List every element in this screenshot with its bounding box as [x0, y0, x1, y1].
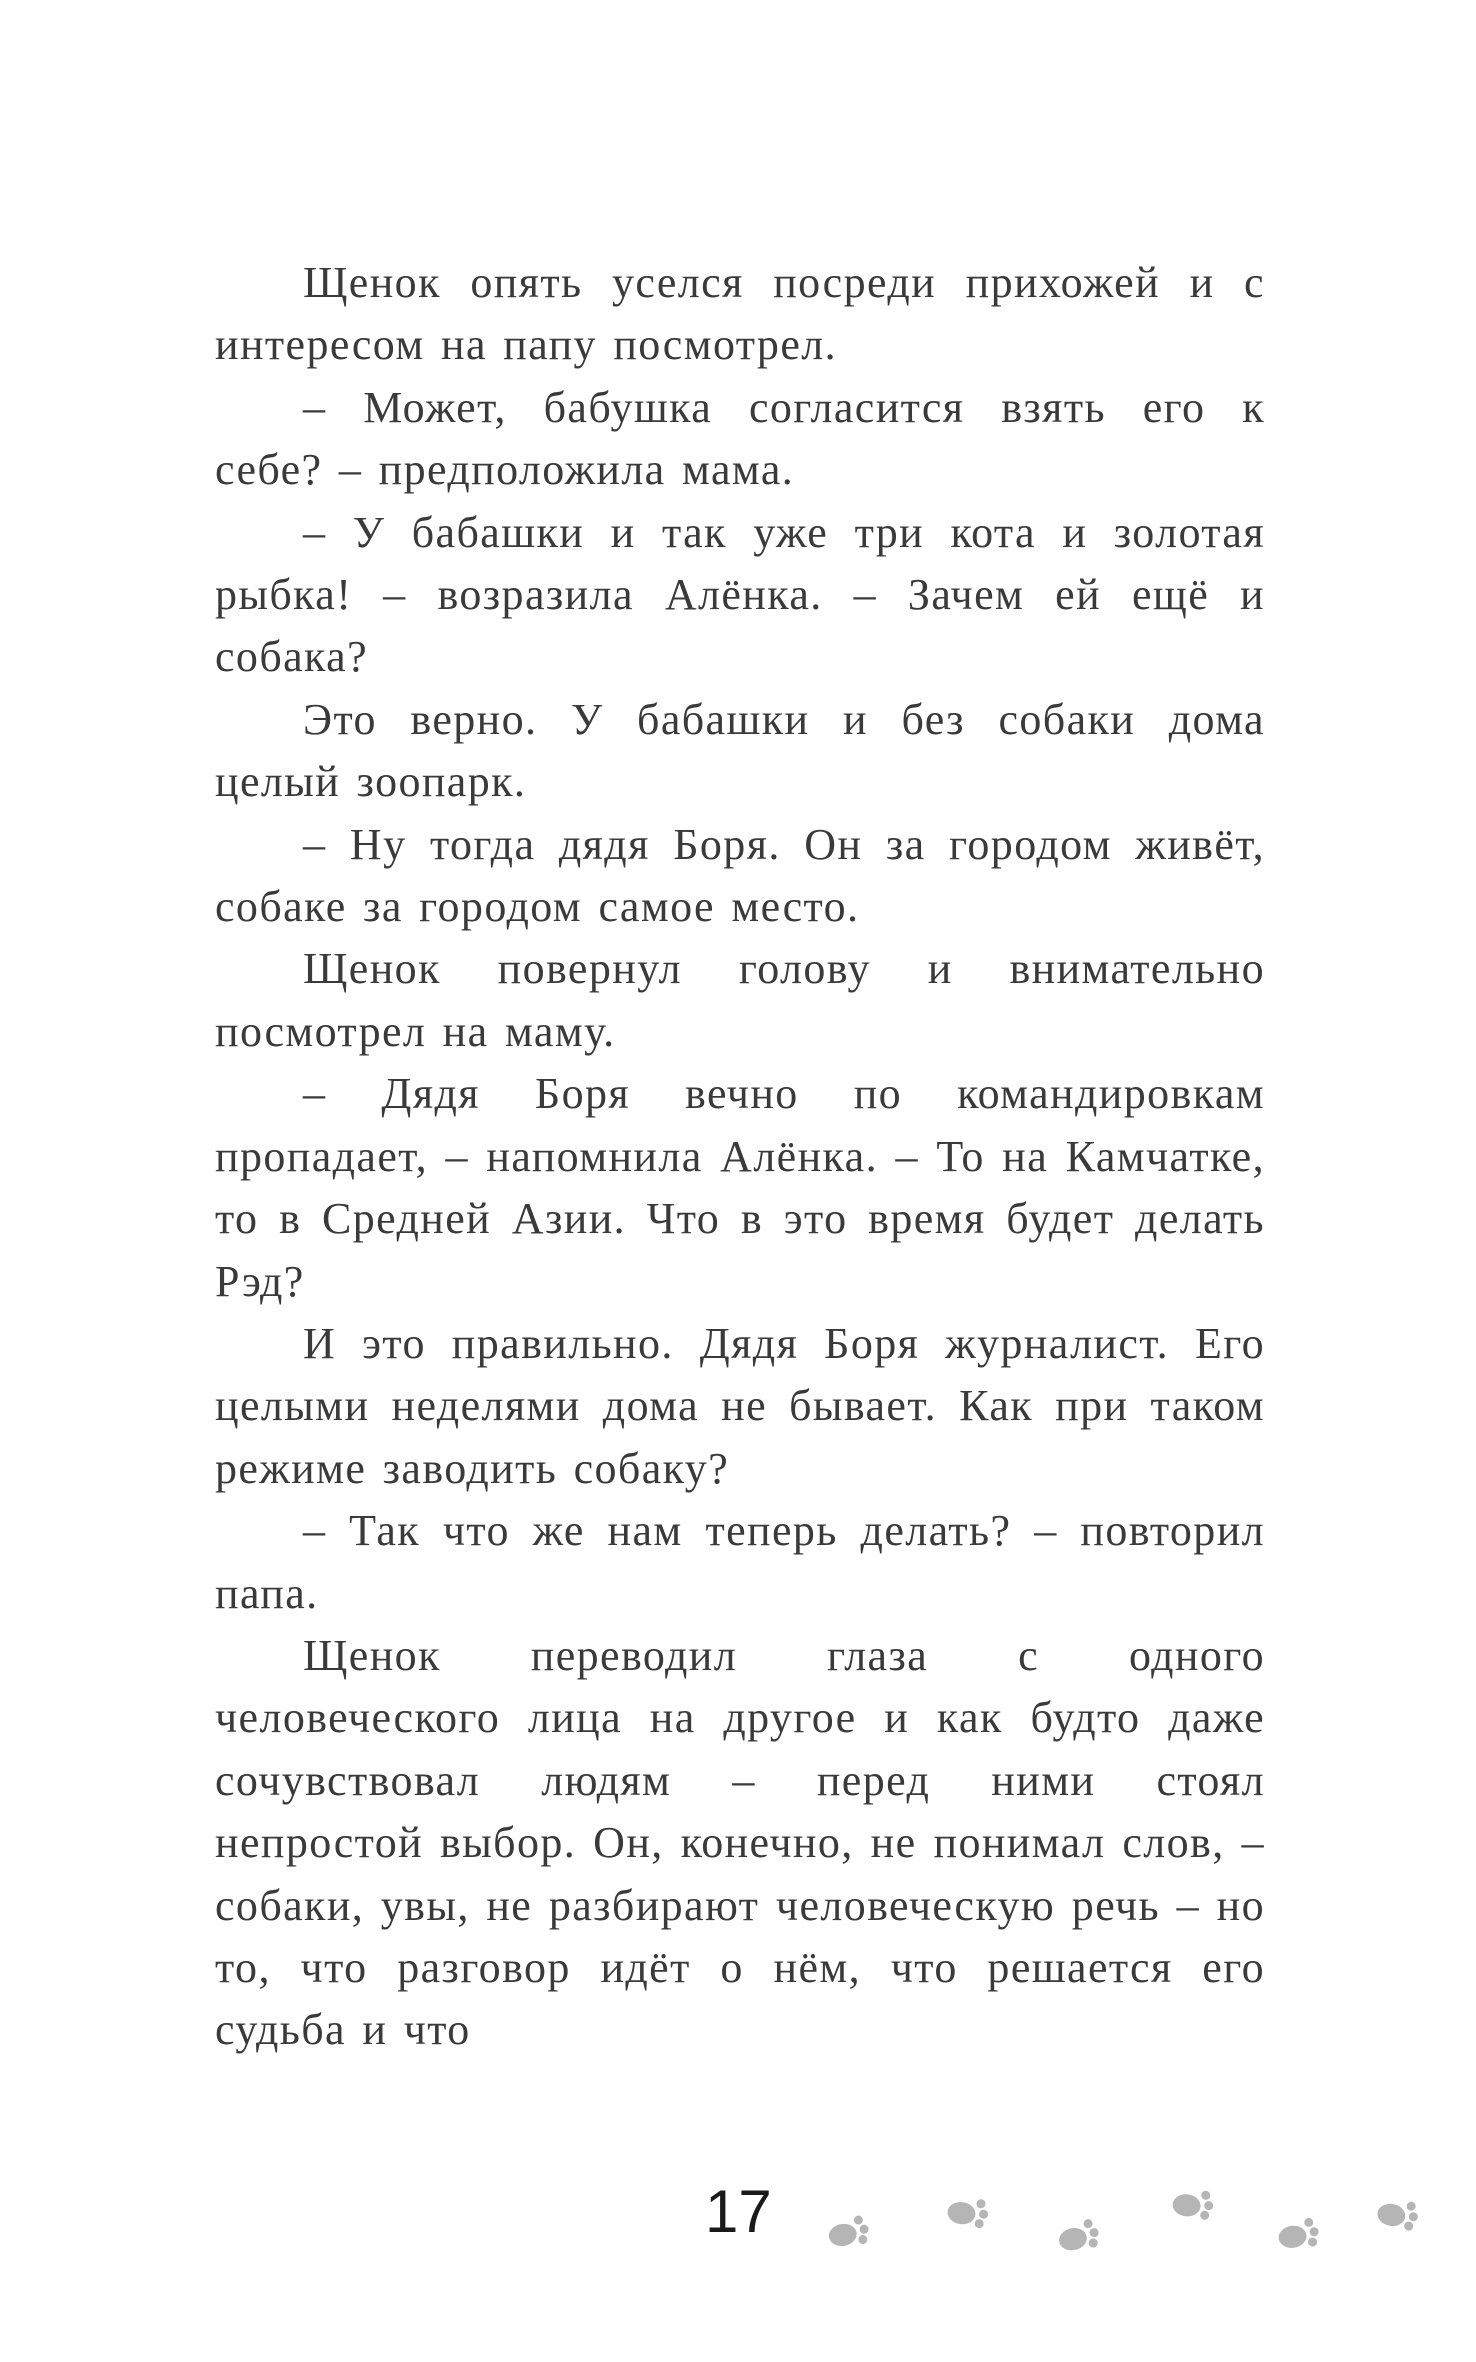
paragraph: – Может, бабушка согласится взять его к себе? – предположила мама. — [215, 382, 1265, 495]
paw-print-icon — [820, 2208, 876, 2252]
paragraph: Щенок переводил глаза с одного человеческого лица на другое и как будто даже сочувствовал людям – перед ними стоял непростой выбор. Он, конечно, не понимал слов, – собаки, увы, не разбирают человеческую речь – но то, что разговор идёт о нём, что решается его судьба и что — [215, 1630, 1265, 2055]
paragraph: – Дядя Боря вечно по командировкам пропадает, – напомнила Алёнка. – То на Камчатке, то в Средней Азии. Что в это время будет делать Рэд? — [215, 1069, 1265, 1306]
paragraph: – Ну тогда дядя Боря. Он за городом живёт, собаке за городом самое место. — [215, 819, 1265, 932]
paw-print-icon — [940, 2188, 996, 2232]
body-text — [215, 252, 1265, 2062]
paw-print-icon — [1270, 2210, 1326, 2254]
paw-trail — [800, 2160, 1440, 2270]
paragraph: Щенок опять уселся посреди прихожей и с интересом на папу посмотрел. — [215, 258, 1265, 370]
paragraph: – У бабашки и так уже три кота и золотая рыбка! – возразила Алёнка. – Зачем ей ещё и собака? — [215, 507, 1265, 682]
paw-print-icon — [1370, 2190, 1426, 2234]
paw-print-icon — [1165, 2180, 1221, 2224]
paragraph: Щенок повернул голову и внимательно посмотрел на маму. — [215, 944, 1265, 1056]
paw-print-icon — [1050, 2212, 1106, 2256]
paragraph: – Так что же нам теперь делать? – повторил папа. — [215, 1506, 1265, 1618]
paragraph: Это верно. У бабашки и без собаки дома целый зоопарк. — [215, 694, 1265, 807]
paragraph: И это правильно. Дядя Боря журналист. Его целыми неделями дома не бывает. Как при таком режиме заводить собаку? — [215, 1318, 1265, 1493]
page-number: 17 — [705, 2178, 772, 2245]
